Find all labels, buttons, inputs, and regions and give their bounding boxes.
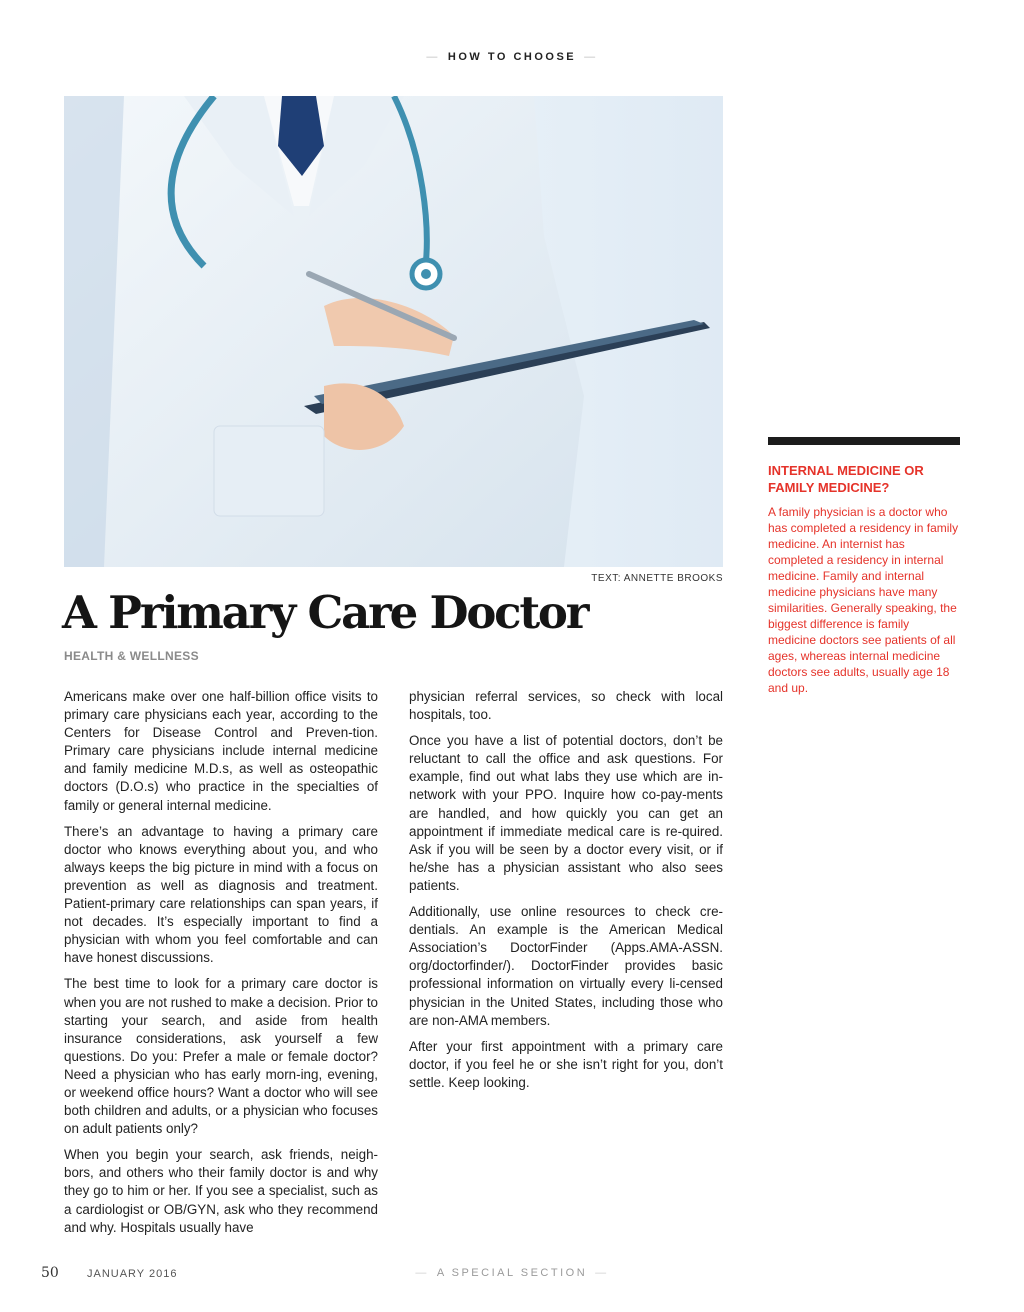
header-dash-left: — [426,51,440,63]
article-paragraph: There’s an advantage to having a primary care doctor who knows everything about you, and who always keeps the big picture in mind with a focus on prevention as well as diagnosis and treatment. Patient-primary care relationships can span years, if not decades. It’s especially important to find a physician with whom you feel comfortable and can have honest discussions. [64,823,378,966]
article-paragraph: When you begin your search, ask friends, neigh-bors, and others who their family doctor is and why they go to him or her. If you see a specialist, such as a cardiologist or OB/GYN, ask who they recommend and why. Hospitals usually have [64,1147,378,1235]
sidebar-title-line: INTERNAL MEDICINE OR [768,463,924,478]
footer-section-label [0,1267,1024,1279]
page-number: 50 [41,1265,59,1281]
header-dash-right: — [584,51,598,63]
article-paragraph: After your first appointment with a primary care doctor, if you feel he or she isn’t right for you, don’t settle. Keep looking. [409,1038,723,1090]
sidebar-title [768,462,968,496]
article-category: HEALTH & WELLNESS [64,649,199,663]
footer-dash-right: — [595,1267,609,1279]
article-credit: TEXT: ANNETTE BROOKS [591,573,723,584]
article-column-left [64,688,378,1245]
footer-label: A SPECIAL SECTION [436,1267,588,1279]
sidebar-divider [768,437,960,445]
sidebar-title-line: FAMILY MEDICINE? [768,480,890,495]
doctor-illustration [64,96,723,567]
article-paragraph: Additionally, use online resources to check cre-dentials. An example is the American Medical Association’s DoctorFinder (Apps.AMA-ASSN. org/doctorfinder/). DoctorFinder provides basic professional information on virtually every li-censed physician in the United States, including those who are non-AMA members. [409,904,723,1028]
article-paragraph: physician referral services, so check with local hospitals, too. [409,689,723,723]
footer-dash-left: — [415,1267,429,1279]
article-paragraph: Once you have a list of potential doctors, don’t be reluctant to call the office and ask questions. For example, find out what labs they use which are in-network with your PPO. Inquire how co-pay-ments are handled, and how quickly you can get an appointment if immediate medical care is re-quired. Ask if you will be seen by a doctor every visit, or if he/she has a physician assistant who also sees patients. [409,733,723,893]
sidebar-body: A family physician is a doctor who has completed a residency in family medicine. An internist has completed a residency in internal medicine. Family and internal medicine physicians have many similarities. Generally speaking, the biggest difference is family medicine doctors see patients of all ages, whereas internal medicine doctors see adults, usually age 18 and up. [768,505,959,695]
issue-date: JANUARY 2016 [87,1268,178,1280]
doctor-photo [64,96,723,567]
header-label: HOW TO CHOOSE [447,51,577,63]
article-title: A Primary Care Doctor [62,586,588,639]
article-paragraph: The best time to look for a primary care doctor is when you are not rushed to make a decision. Prior to starting your search, and aside from health insurance considerations, ask yourself a few questions. Do you: Prefer a male or female doctor? Need a physician who has early morn-ing, evening, or weekend office hours? Want a doctor who will see both children and adults, or a physician who focuses on adult patients only? [64,976,378,1137]
article-column-right [409,688,723,1100]
article-paragraph: Americans make over one half-billion office visits to primary care physicians each year, according to the Centers for Disease Control and Preven-tion. Primary care physicians include internal medicine and family medicine M.D.s, as well as osteopathic doctors (D.O.s) who practice in the specialties of family or general internal medicine. [64,689,378,813]
section-header [0,51,1024,63]
